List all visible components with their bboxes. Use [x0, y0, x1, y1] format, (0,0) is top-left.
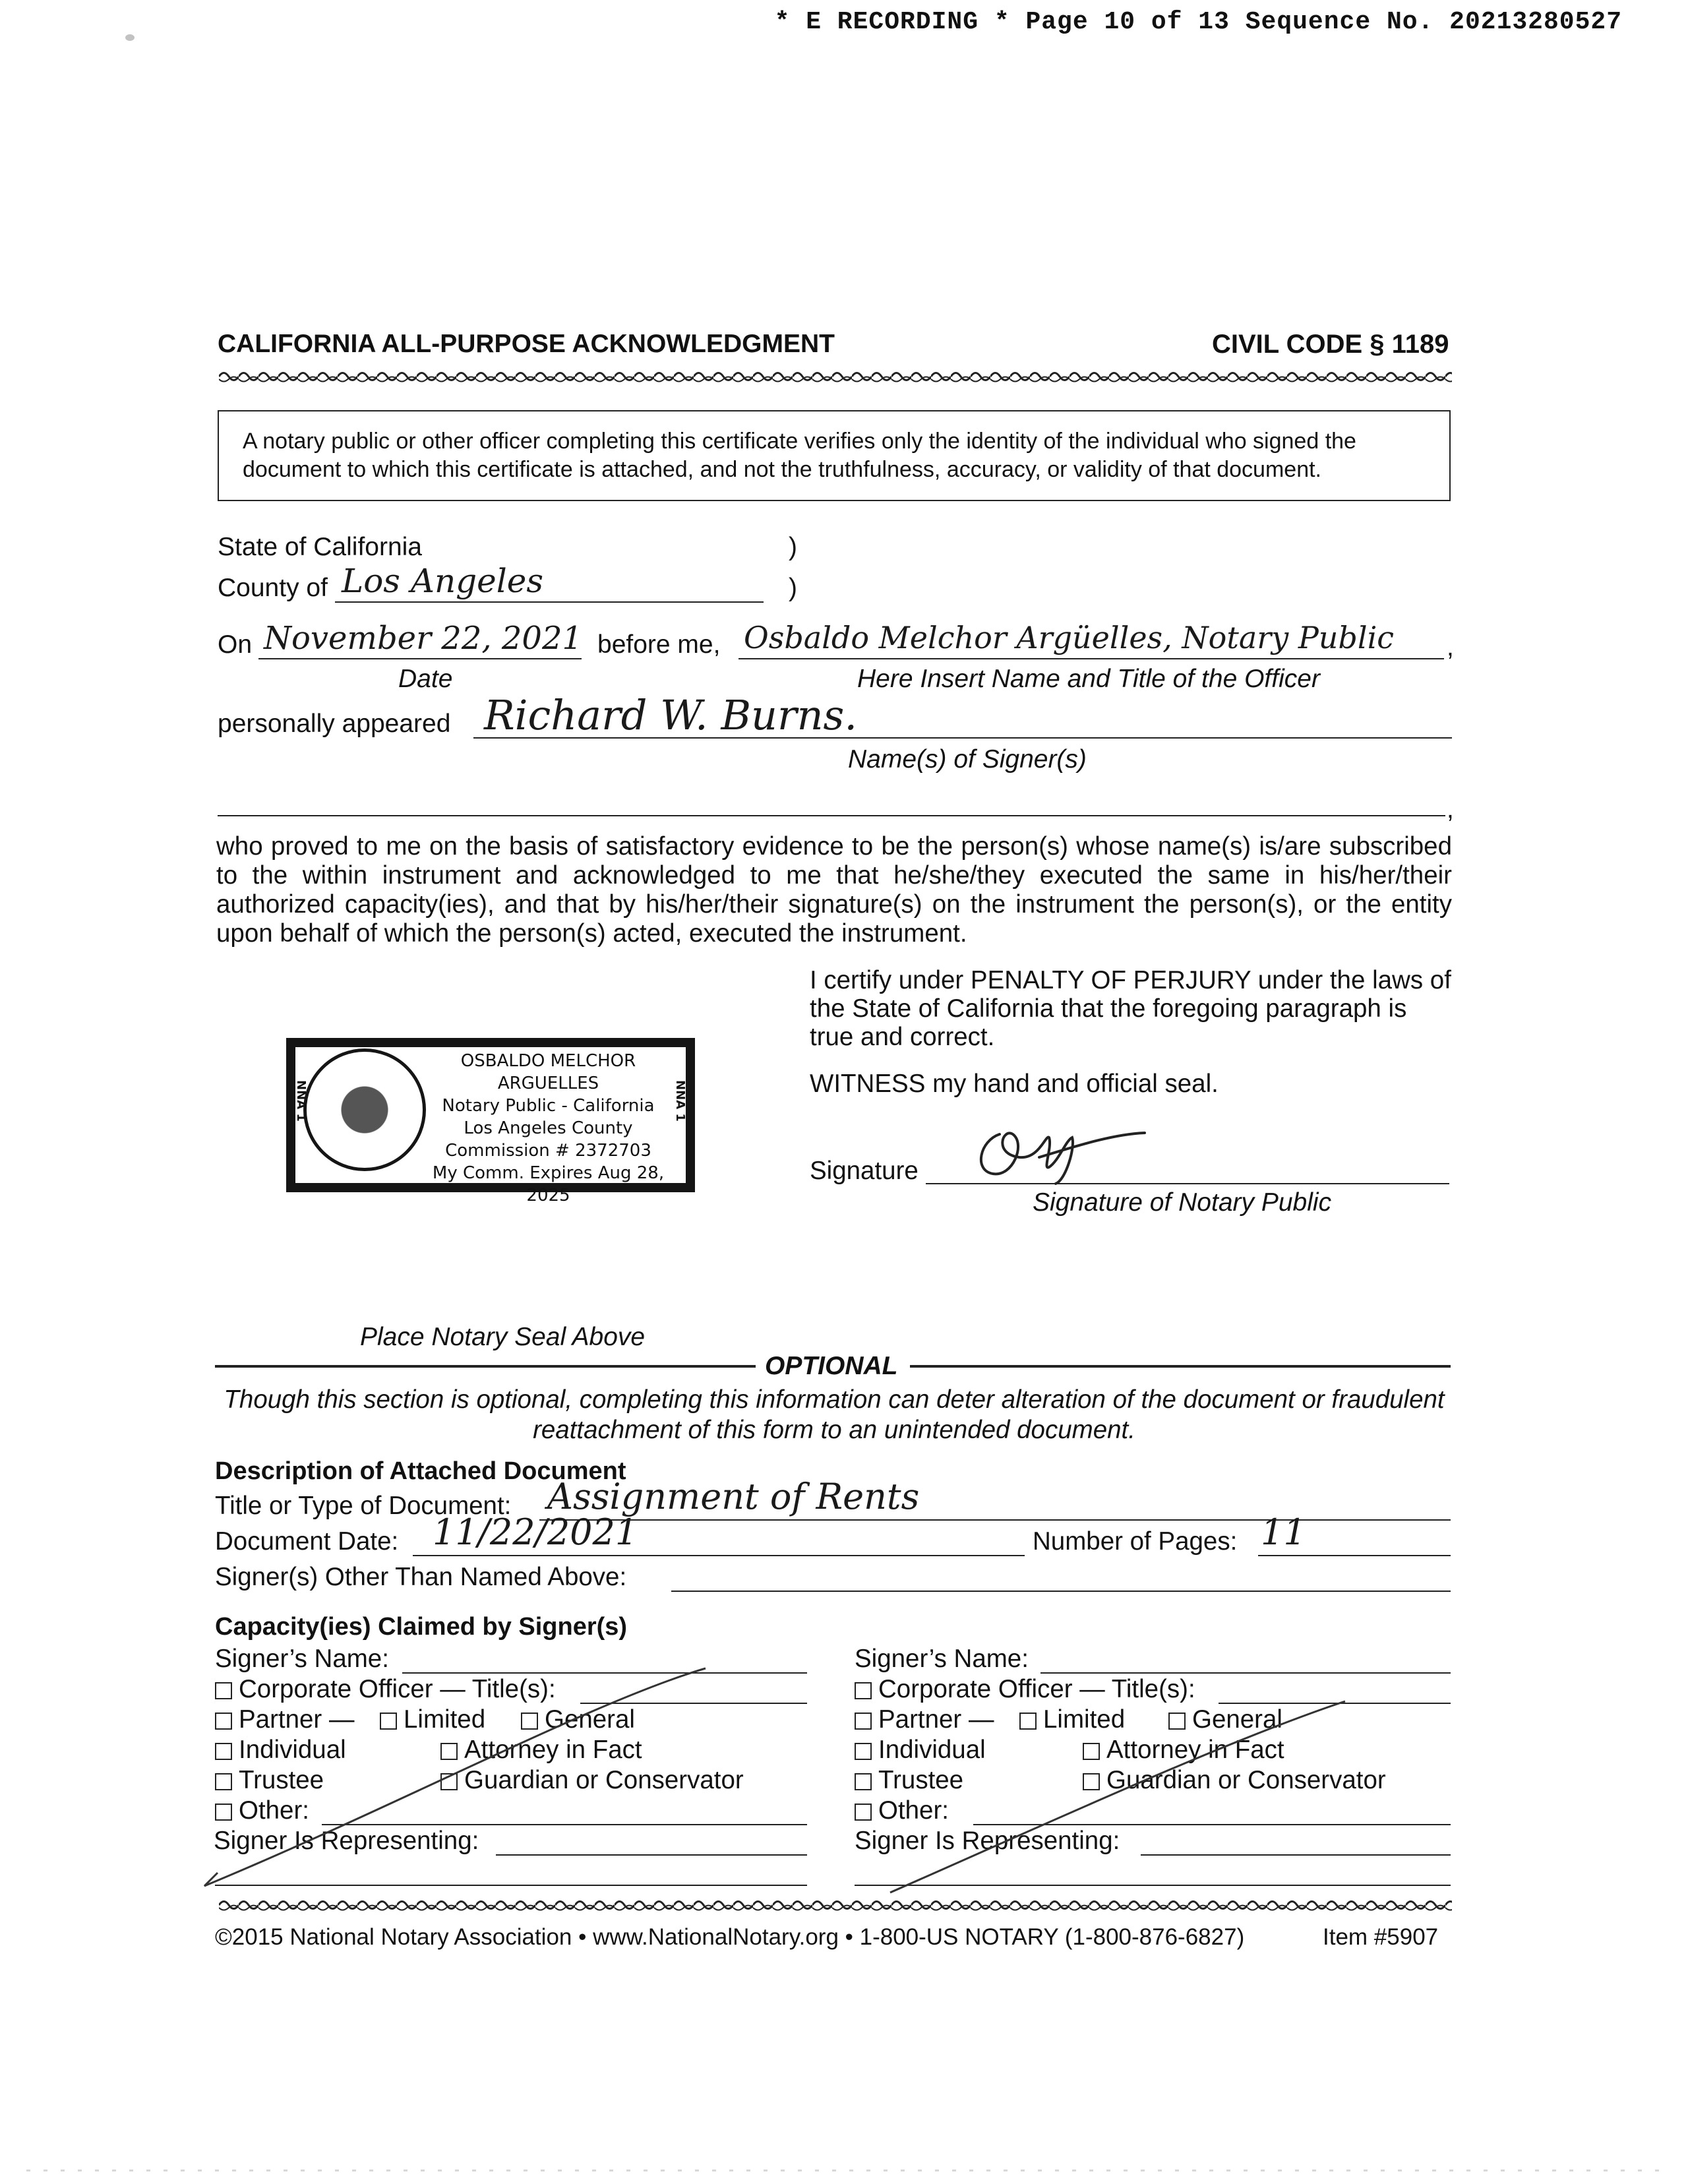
left-representing-label: Signer Is Representing: [214, 1827, 479, 1855]
civil-code: CIVIL CODE § 1189 [1212, 330, 1449, 359]
signer-line-2-comma: , [1447, 795, 1454, 824]
left-trustee[interactable]: Trustee [215, 1766, 324, 1795]
left-attorney[interactable]: Attorney in Fact [440, 1736, 642, 1765]
footer-item: Item #5907 [1323, 1924, 1439, 1950]
seal-line-county: Los Angeles County [464, 1118, 633, 1138]
county-label: County of [218, 574, 328, 602]
pages-value[interactable]: 11 [1261, 1511, 1306, 1553]
date-caption: Date [398, 665, 453, 693]
right-guardian[interactable]: Guardian or Conservator [1083, 1766, 1386, 1795]
before-label: before me, [597, 630, 721, 659]
left-limited[interactable]: Limited [380, 1705, 485, 1734]
checkbox[interactable] [855, 1804, 872, 1821]
right-general[interactable]: General [1168, 1705, 1282, 1734]
great-seal-icon [303, 1048, 426, 1171]
ack-date-value[interactable]: November 22, 2021 [264, 620, 583, 657]
optional-rule-left [215, 1365, 756, 1368]
seal-line-commission: Commission # 2372703 [445, 1141, 651, 1161]
paren-2: ) [789, 574, 797, 602]
right-partner[interactable]: Partner — [855, 1705, 994, 1734]
notary-signature [967, 1108, 1151, 1187]
officer-caption: Here Insert Name and Title of the Officer [857, 665, 1320, 693]
seal-side-right: NNA 1 [673, 1080, 687, 1122]
signer-caption: Name(s) of Signer(s) [848, 745, 1087, 774]
officer-line [738, 658, 1444, 659]
county-value[interactable]: Los Angeles [342, 562, 544, 600]
perjury-statement: I certify under PENALTY OF PERJURY under the laws of the State of California that the foregoing paragraph is true and correct. [810, 966, 1451, 1051]
left-strike-mark [198, 1662, 791, 1899]
pages-line [1258, 1555, 1451, 1556]
capacity-heading: Capacity(ies) Claimed by Signer(s) [215, 1613, 628, 1641]
left-individual[interactable]: Individual [215, 1736, 346, 1765]
description-heading: Description of Attached Document [215, 1457, 626, 1485]
witness-statement: WITNESS my hand and official seal. [810, 1070, 1219, 1098]
checkbox[interactable] [855, 1682, 872, 1699]
right-signer-name-line [1040, 1672, 1451, 1674]
right-individual[interactable]: Individual [855, 1736, 986, 1765]
scan-noise [26, 2169, 1662, 2171]
right-limited[interactable]: Limited [1019, 1705, 1125, 1734]
doc-date-label: Document Date: [215, 1527, 399, 1556]
decorative-band-bottom [219, 1898, 1452, 1912]
signature-caption: Signature of Notary Public [1033, 1188, 1332, 1217]
signature-label: Signature [810, 1157, 919, 1185]
seal-text [418, 1050, 678, 1207]
right-corporate-officer[interactable]: Corporate Officer — Title(s): [855, 1675, 1195, 1704]
paren-1: ) [789, 533, 797, 561]
officer-value[interactable]: Osbaldo Melchor Argüelles, Notary Public [744, 620, 1395, 655]
footer-text: ©2015 National Notary Association • www.NationalNotary.org • 1-800-US NOTARY (1-800-876-6827) [215, 1924, 1245, 1950]
left-partner[interactable]: Partner — [215, 1705, 354, 1734]
right-trustee[interactable]: Trustee [855, 1766, 963, 1795]
seal-caption: Place Notary Seal Above [360, 1323, 646, 1351]
pages-label: Number of Pages: [1033, 1527, 1238, 1556]
optional-rule-right [910, 1365, 1451, 1368]
left-other[interactable]: Other: [215, 1796, 309, 1825]
state-label: State of California [218, 533, 423, 561]
doc-date-value[interactable]: 11/22/2021 [433, 1511, 638, 1553]
left-corporate-officer[interactable]: Corporate Officer — Title(s): [215, 1675, 556, 1704]
seal-line-title: Notary Public - California [442, 1096, 655, 1116]
left-signer-name-label: Signer’s Name: [215, 1645, 389, 1673]
personally-label: personally appeared [218, 710, 451, 738]
right-attorney[interactable]: Attorney in Fact [1083, 1736, 1284, 1765]
checkbox[interactable] [855, 1713, 872, 1730]
doc-title-value[interactable]: Assignment of Rents [547, 1476, 920, 1517]
doc-date-line [413, 1555, 1025, 1556]
county-line [335, 601, 764, 603]
on-label: On [218, 630, 253, 659]
scan-speck [125, 34, 135, 41]
notary-seal [286, 1038, 695, 1205]
form-title: CALIFORNIA ALL-PURPOSE ACKNOWLEDGMENT [218, 330, 835, 358]
checkbox[interactable] [855, 1743, 872, 1760]
other-signers-label: Signer(s) Other Than Named Above: [215, 1563, 627, 1591]
signer-line-2 [218, 815, 1445, 816]
right-signer-name-label: Signer’s Name: [855, 1645, 1029, 1673]
optional-heading: OPTIONAL [765, 1352, 898, 1380]
right-representing-label: Signer Is Representing: [855, 1827, 1120, 1855]
checkbox[interactable] [855, 1773, 872, 1790]
optional-note: Though this section is optional, completing this information can deter alteration of the document or fraudulent reattachment of this form to an unintended document. [224, 1385, 1445, 1444]
signer-value[interactable]: Richard W. Burns. [484, 691, 858, 739]
other-signers-line [671, 1591, 1451, 1592]
seal-line-name: OSBALDO MELCHOR ARGUELLES [460, 1051, 636, 1093]
doc-title-label: Title or Type of Document: [215, 1492, 512, 1520]
right-other[interactable]: Other: [855, 1796, 949, 1825]
decorative-band-top [219, 369, 1452, 384]
right-strike-mark [884, 1695, 1358, 1899]
left-guardian[interactable]: Guardian or Conservator [440, 1766, 744, 1795]
date-line [258, 658, 582, 659]
seal-side-left: NNA 1 [294, 1080, 308, 1122]
left-general[interactable]: General [521, 1705, 635, 1734]
notice-box: A notary public or other officer completing this certificate verifies only the identity of the individual who signed the document to which this certificate is attached, and not the truthfulness, accuracy, or validity of that document. [218, 410, 1451, 501]
officer-comma: , [1447, 633, 1454, 661]
seal-line-expires: My Comm. Expires Aug 28, 2025 [432, 1163, 665, 1205]
acknowledgment-paragraph: who proved to me on the basis of satisfactory evidence to be the person(s) whose name(s) is/are subscribed to the within instrument and acknowledged to me that he/she/they executed the same in his/her/their authorized capacity(ies), and that by his/her/their signature(s) on the instrument the person(s), or the entity upon behalf of which the person(s) acted, executed the instrument. [216, 832, 1452, 948]
recording-header: * E RECORDING * Page 10 of 13 Sequence No. 20213280527 [774, 8, 1622, 36]
doc-title-line [539, 1519, 1451, 1521]
